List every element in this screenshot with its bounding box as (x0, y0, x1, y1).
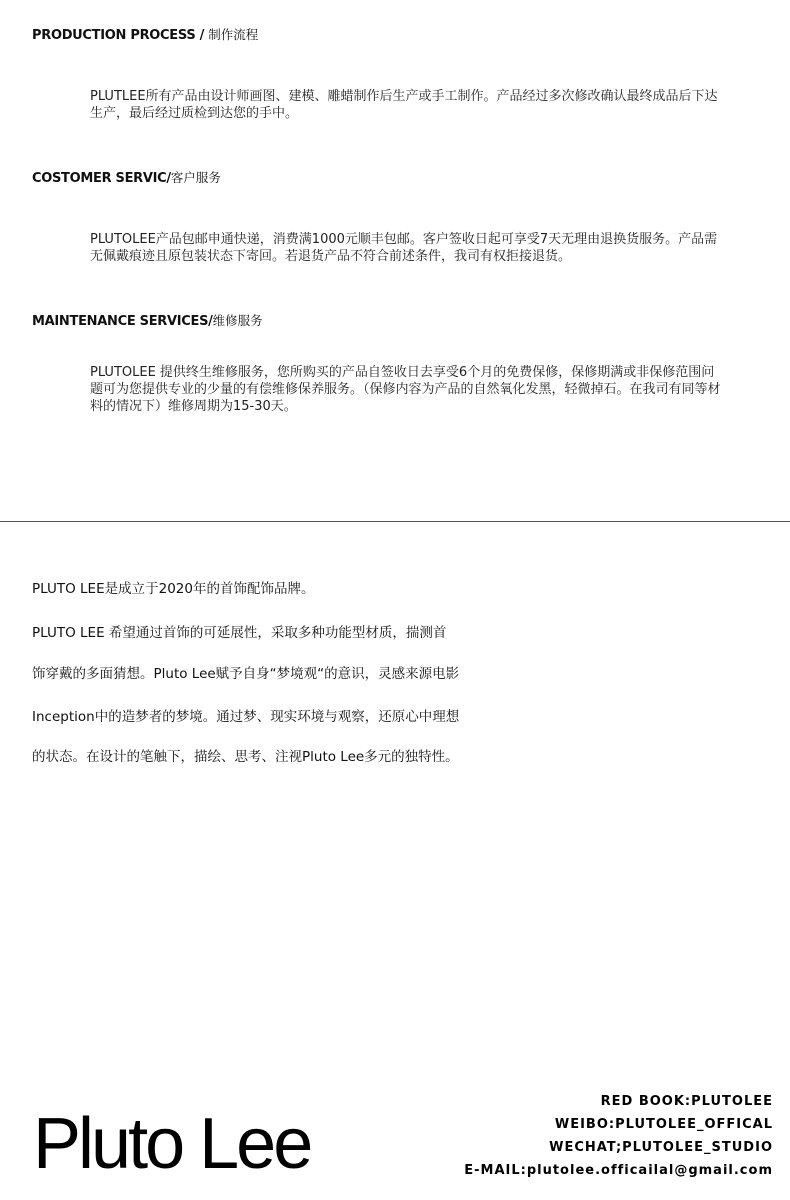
about-line-5: 的状态。在设计的笔触下，描绘、思考、注视Pluto Lee多元的独特性。 (32, 749, 459, 765)
about-line-1: PLUTO LEE是成立于2020年的首饰配饰品牌。 (32, 581, 315, 597)
section-heading-en: PRODUCTION PROCESS / (32, 28, 209, 43)
contact-list (464, 1090, 773, 1182)
contact-weibo: WEIBO:PLUTOLEE_OFFICAL (554, 1117, 773, 1132)
section-body-customer-service: PLUTOLEE产品包邮申通快递，消费满1000元顺丰包邮。客户签收日起可享受7天无理由退换货服务。产品需无佩戴痕迹且原包装状态下寄回。若退货产品不符合前述条件，我司有权拒接退货。 (90, 232, 718, 264)
section-heading-maintenance (32, 311, 263, 329)
section-heading-en: MAINTENANCE SERVICES/ (32, 314, 213, 329)
section-heading-en: COSTOMER SERVIC/ (32, 171, 171, 186)
contact-email: E-MAIL:plutolee.officailal@gmail.com (464, 1163, 773, 1178)
brand-logo: Pluto Lee (33, 1104, 311, 1184)
contact-redbook: RED BOOK:PLUTOLEE (600, 1094, 773, 1109)
section-heading-cn: 制作流程 (208, 27, 259, 42)
section-body-maintenance: PLUTOLEE 提供终生维修服务，您所购买的产品自签收日去享受6个月的免费保修，保修期满或非保修范围问题可为您提供专业的少量的有偿维修保养服务。（保修内容为产品的自然氧化发黑，轻微掉石。在我司有同等材料的情况下）维修周期为15-30天。 (90, 365, 721, 414)
about-line-3: 饰穿戴的多面猜想。Pluto Lee赋予自身“梦境观“的意识，灵感来源电影 (32, 666, 460, 682)
contact-wechat: WECHAT;PLUTOLEE_STUDIO (549, 1140, 773, 1155)
section-heading-customer-service (32, 168, 221, 186)
section-heading-cn: 客户服务 (170, 170, 221, 185)
about-line-4: Inception中的造梦者的梦境。通过梦、现实环境与观察，还原心中理想 (32, 709, 460, 725)
section-heading-cn: 维修服务 (212, 313, 263, 328)
section-body-production: PLUTLEE所有产品由设计师画图、建模、雕蜡制作后生产或手工制作。产品经过多次修改确认最终成品后下达生产，最后经过质检到达您的手中。 (90, 89, 718, 121)
section-heading-production (32, 25, 258, 43)
section-divider (0, 521, 790, 522)
about-line-2: PLUTO LEE 希望通过首饰的可延展性，采取多种功能型材质，揣测首 (32, 625, 447, 641)
